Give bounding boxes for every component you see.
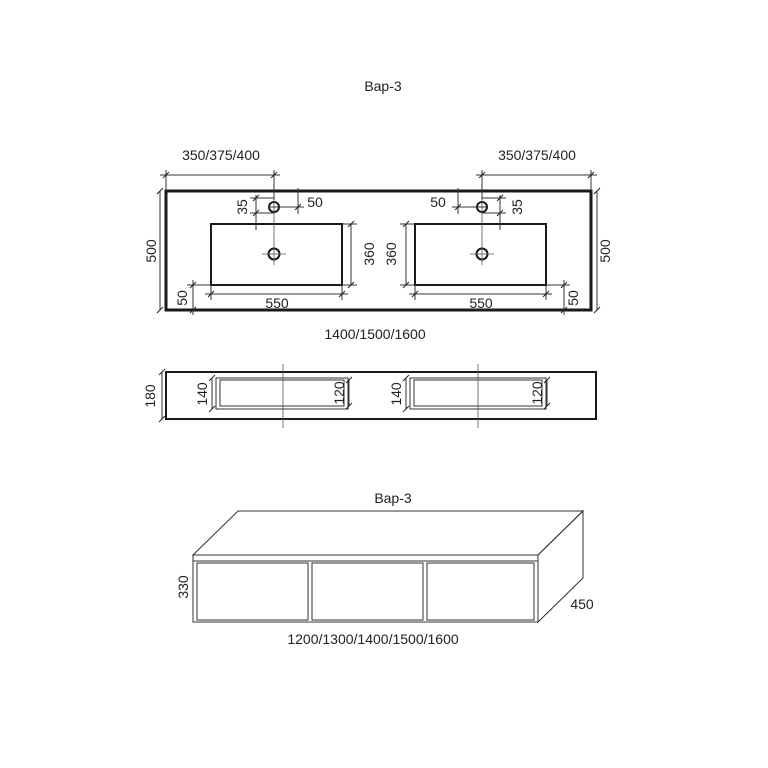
bowl-left-outer	[216, 378, 348, 409]
drawer-2	[312, 563, 423, 620]
bowl-left-inner-label: 120	[331, 381, 347, 405]
offset-right-label: 350/375/400	[498, 147, 576, 163]
cabinet-depth-label: 450	[570, 596, 594, 612]
cabinet-front	[193, 555, 538, 622]
bowl-left-inner	[220, 380, 344, 406]
cabinet-top	[193, 511, 583, 555]
bowl-left-depth-label: 140	[194, 382, 210, 406]
top-title: Вар-3	[364, 78, 402, 94]
countertop-plan	[166, 185, 591, 310]
tap-left-v-label: 35	[234, 199, 250, 215]
tap-right-h-label: 50	[430, 194, 446, 210]
section-height-label: 180	[142, 384, 158, 408]
bowl-right-depth-label: 140	[388, 382, 404, 406]
bottom-title: Вар-3	[374, 490, 412, 506]
sink-right-depth-label: 360	[383, 242, 399, 266]
tap-left-h-label: 50	[307, 194, 323, 210]
cabinet-height-label: 330	[175, 575, 191, 599]
drawer-1	[197, 563, 308, 620]
dim-offset-right	[476, 170, 597, 200]
dim-sink-right-depth	[400, 221, 415, 288]
sink-left-depth-label: 360	[361, 242, 377, 266]
tap-right-v-label: 35	[509, 199, 525, 215]
cabinet-iso	[193, 511, 583, 622]
drawer-3	[427, 563, 534, 620]
sink-right	[415, 224, 546, 285]
sink-right-width-label: 550	[469, 295, 493, 311]
dim-offset-left	[160, 170, 280, 200]
countertop-outline	[166, 191, 591, 310]
edge-right-label: 50	[565, 290, 581, 306]
depth-left-label: 500	[143, 239, 159, 263]
depth-right-label: 500	[597, 239, 613, 263]
offset-left-label: 350/375/400	[182, 147, 260, 163]
total-width-label: 1400/1500/1600	[324, 326, 426, 342]
dim-sink-left-depth	[342, 221, 357, 288]
cabinet-width-label: 1200/1300/1400/1500/1600	[287, 631, 459, 647]
sink-left-width-label: 550	[265, 295, 289, 311]
sink-left	[211, 224, 342, 285]
bowl-right-inner-label: 120	[529, 381, 545, 405]
dim-section-height	[159, 369, 165, 422]
edge-left-label: 50	[174, 290, 190, 306]
